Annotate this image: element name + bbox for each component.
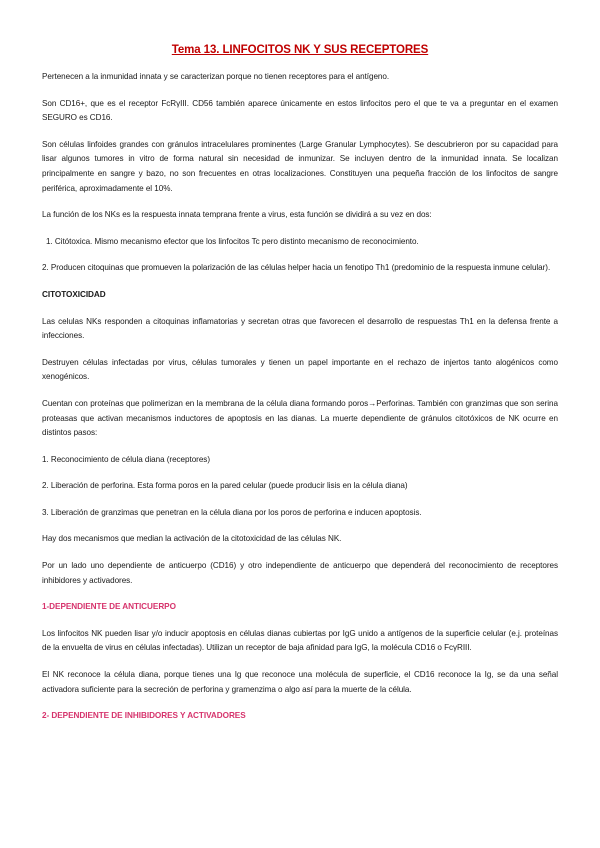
paragraph-destruyen: Destruyen células infectadas por virus, células tumorales y tienen un papel importante en el rechazo de injertos tanto alogénicos como xenogénicos. <box>42 357 558 382</box>
paragraph-description: Son células linfoides grandes con gránulos intracelulares prominentes (Large Granular Lymphocytes). Se descubrieron por su capacidad para lisar algunos tumores in vitro de forma natural sin necesidad de inmunizar. Se incluyen dentro de la inmunidad innata. Se localizan principalmente en sangre y bazo, no son frecuentes en otras localizaciones. Constituyen una pequeña fracción de los linfocitos de sangre periférica, aproximadamente el 10%. <box>42 139 558 193</box>
list-item-citotoxica: 1. Citótoxica. Mismo mecanismo efector que los linfocitos Tc pero distinto mecanismo de reconocimiento. <box>46 236 419 246</box>
paragraph-lisar-igg: Los linfocitos NK pueden lisar y/o inducir apoptosis en células dianas cubiertas por IgG unido a antígenos de la superficie celular (e.j. proteínas de la envuelta de virus en células infectadas). Utilizan un receptor de baja afinidad para IgG, la molécula CD16 o FcγRIII. <box>42 628 558 653</box>
paragraph-cd16: Son CD16+, que es el receptor FcRγIII. CD56 también aparece únicamente en estos linfocitos pero el que te va a preguntar en el examen SEGURO es CD16. <box>42 98 558 123</box>
paragraph-citoquinas-inflamatorias: Las celulas NKs responden a citoquinas inflamatorias y secretan otras que favorecen el desarrollo de respuestas Th1 en la defensa frente a infecciones. <box>42 316 558 341</box>
step-perforina: 2. Liberación de perforina. Esta forma poros en la pared celular (puede producir lisis en la célula diana) <box>42 481 408 491</box>
step-reconocimiento: 1. Reconocimiento de célula diana (receptores) <box>42 454 210 464</box>
section-heading-citotoxicidad: CITOTOXICIDAD <box>42 289 106 299</box>
step-granzimas: 3. Liberación de granzimas que penetran en la célula diana por los poros de perforina e inducen apoptosis. <box>42 507 422 517</box>
section-heading-inhibidores: 2- DEPENDIENTE DE INHIBIDORES Y ACTIVADORES <box>42 711 246 721</box>
paragraph-perforinas: Cuentan con proteínas que polimerizan en la membrana de la célula diana formando poros→Perforinas. También con granzimas que son serina proteasas que activan mecanismos inductores de apoptosis en las dianas. La muerte dependiente de gránulos citotóxicos de NK ocurre en distintos pasos: <box>42 398 558 438</box>
paragraph-dependiente-independiente: Por un lado uno dependiente de anticuerpo (CD16) y otro independiente de anticuerpo que dependerá del reconocimiento de receptores inhibidores y activadores. <box>42 561 558 585</box>
paragraph-mecanismos: Hay dos mecanismos que median la activación de la citotoxicidad de las células NK. <box>42 534 342 544</box>
paragraph-intro: Pertenecen a la inmunidad innata y se caracterizan porque no tienen receptores para el antígeno. <box>42 72 390 81</box>
paragraph-nk-reconoce: El NK reconoce la célula diana, porque tienes una Ig que reconoce una molécula de superficie, el CD16 reconoce la Ig, se da una señal activadora suficiente para la secreción de perforina y gramenzima o algo así para la muerte de la célula. <box>42 670 558 694</box>
paragraph-function: La función de los NKs es la respuesta innata temprana frente a virus, esta función se dividirá a su vez en dos: <box>42 210 432 220</box>
list-item-citoquinas: 2. Producen citoquinas que promueven la polarización de las células helper hacia un fenotipo Th1 (predominio de la respuesta inmune celular). <box>42 263 551 273</box>
page-title: Tema 13. LINFOCITOS NK Y SUS RECEPTORES <box>171 44 429 56</box>
section-heading-anticuerpo: 1-DEPENDIENTE DE ANTICUERPO <box>42 602 176 612</box>
